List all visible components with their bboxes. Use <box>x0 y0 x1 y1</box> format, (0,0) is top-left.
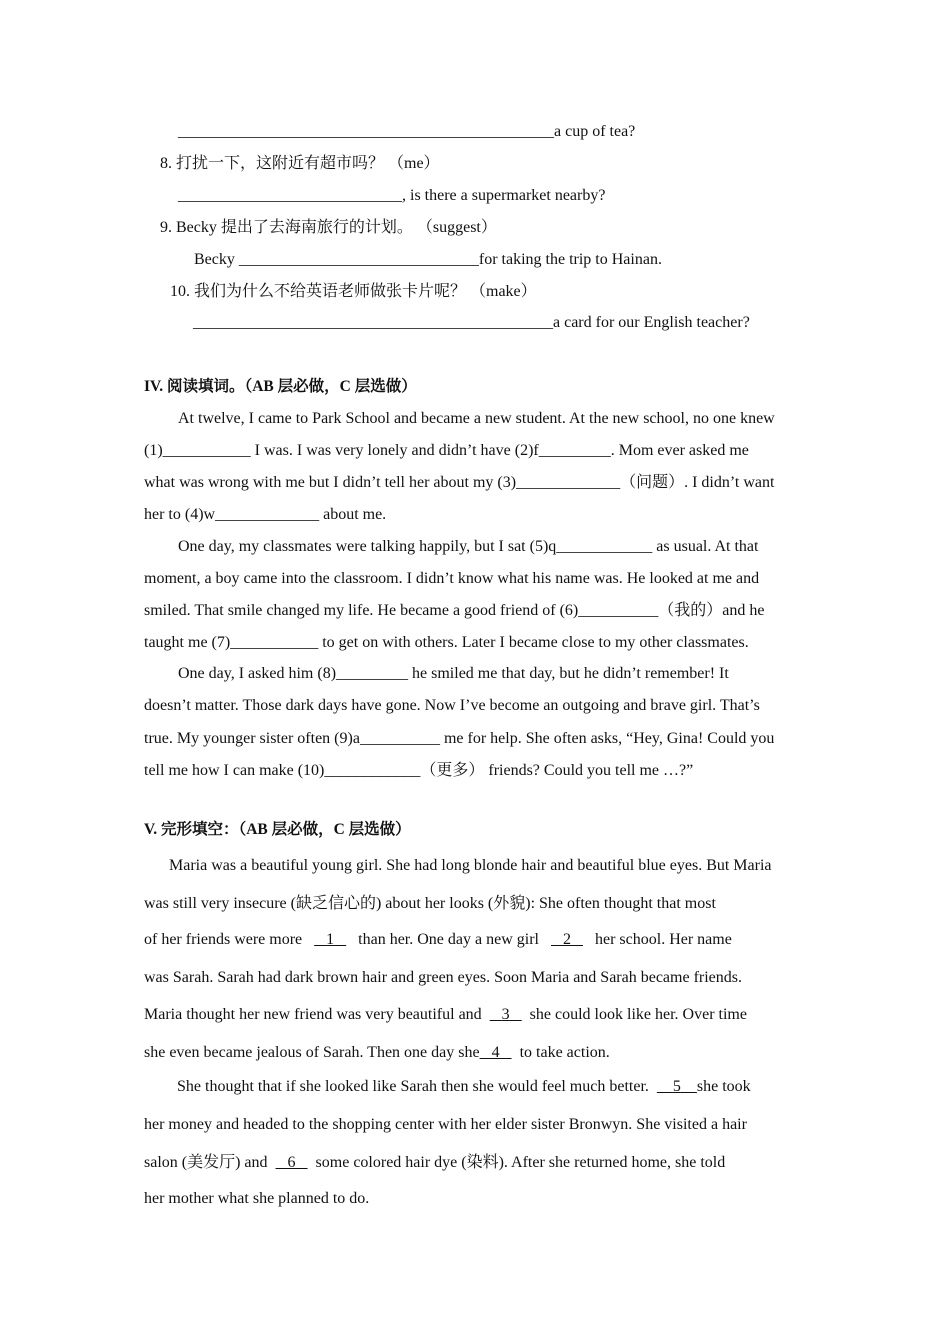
cloze-blank-4: 4 <box>491 1044 500 1061</box>
cloze-line <box>144 1005 747 1025</box>
cloze-line <box>144 930 732 950</box>
cloze-text: salon (美发厅) and <box>144 1154 268 1171</box>
q10-answer-line: _____________________________________________a card for our English teacher? <box>193 314 750 331</box>
cloze-text: her school. Her name <box>594 931 732 948</box>
reading-line: true. My younger sister often (9)a__________ me for help. She often asks, “Hey, Gina! Could you <box>144 730 775 747</box>
reading-line: smiled. That smile changed my life. He became a good friend of (6)__________（我的）and he <box>144 602 765 619</box>
cloze-text: than her. One day a new girl <box>358 931 539 948</box>
cloze-line: her money and headed to the shopping center with her elder sister Bronwyn. She visited a hair <box>144 1116 747 1133</box>
cloze-heading: V. 完形填空：（AB 层必做，C 层选做） <box>144 821 411 838</box>
q8-answer-line: ____________________________, is there a supermarket nearby? <box>178 187 606 204</box>
reading-line: At twelve, I came to Park School and became a new student. At the new school, no one knew <box>178 410 775 427</box>
cloze-text: She thought that if she looked like Sarah then she would feel much better. <box>177 1078 649 1095</box>
cloze-line <box>177 1077 751 1097</box>
cloze-blank-5: 5 <box>672 1078 681 1095</box>
reading-line: doesn’t matter. Those dark days have gone. Now I’ve become an outgoing and brave girl. That’s <box>144 697 760 714</box>
reading-line: One day, I asked him (8)_________ he smiled me that day, but he didn’t remember! It <box>178 665 729 682</box>
reading-line: moment, a boy came into the classroom. I didn’t know what his name was. He looked at me and <box>144 570 760 587</box>
q7-answer-line: _______________________________________________a cup of tea? <box>178 123 636 140</box>
q10-prompt: 10. 我们为什么不给英语老师做张卡片呢？ （make） <box>170 283 537 300</box>
cloze-line: was Sarah. Sarah had dark brown hair and green eyes. Soon Maria and Sarah became friends. <box>144 969 743 986</box>
cloze-text: she even became jealous of Sarah. Then one day she <box>144 1044 480 1061</box>
reading-line: tell me how I can make (10)____________（更多） friends? Could you tell me …?” <box>144 762 694 779</box>
reading-line: her to (4)w_____________ about me. <box>144 506 387 523</box>
q9-answer-line: Becky ______________________________for taking the trip to Hainan. <box>194 251 662 268</box>
cloze-text: Maria thought her new friend was very beautiful and <box>144 1006 482 1023</box>
cloze-text: she took <box>696 1078 751 1095</box>
cloze-text: to take action. <box>519 1044 610 1061</box>
cloze-line <box>144 1153 725 1173</box>
cloze-blank-6: 6 <box>287 1154 296 1171</box>
cloze-line: her mother what she planned to do. <box>144 1190 370 1207</box>
reading-line: (1)___________ I was. I was very lonely and didn’t have (2)f_________. Mom ever asked me <box>144 442 749 459</box>
cloze-text: of her friends were more <box>144 931 303 948</box>
cloze-text: she could look like her. Over time <box>529 1006 747 1023</box>
reading-line: what was wrong with me but I didn’t tell her about my (3)_____________（问题）. I didn’t want <box>144 474 775 491</box>
q9-prompt: 9. Becky 提出了去海南旅行的计划。 （suggest） <box>160 219 497 236</box>
cloze-line: was still very insecure (缺乏信心的) about her looks (外貌): She often thought that most <box>144 895 716 912</box>
reading-line: One day, my classmates were talking happily, but I sat (5)q____________ as usual. At that <box>178 538 759 555</box>
reading-line: taught me (7)___________ to get on with others. Later I became close to my other classmates. <box>144 634 749 651</box>
cloze-line <box>144 1043 610 1063</box>
cloze-line: Maria was a beautiful young girl. She had long blonde hair and beautiful blue eyes. But Maria <box>169 857 772 874</box>
cloze-blank-1: 1 <box>326 931 335 948</box>
cloze-blank-2: 2 <box>562 931 571 948</box>
cloze-blank-3: 3 <box>501 1006 510 1023</box>
reading-heading: IV. 阅读填词。（AB 层必做，C 层选做） <box>144 378 417 395</box>
q8-prompt: 8. 打扰一下，这附近有超市吗？ （me） <box>160 155 440 172</box>
cloze-text: some colored hair dye (染料). After she returned home, she told <box>315 1154 726 1171</box>
